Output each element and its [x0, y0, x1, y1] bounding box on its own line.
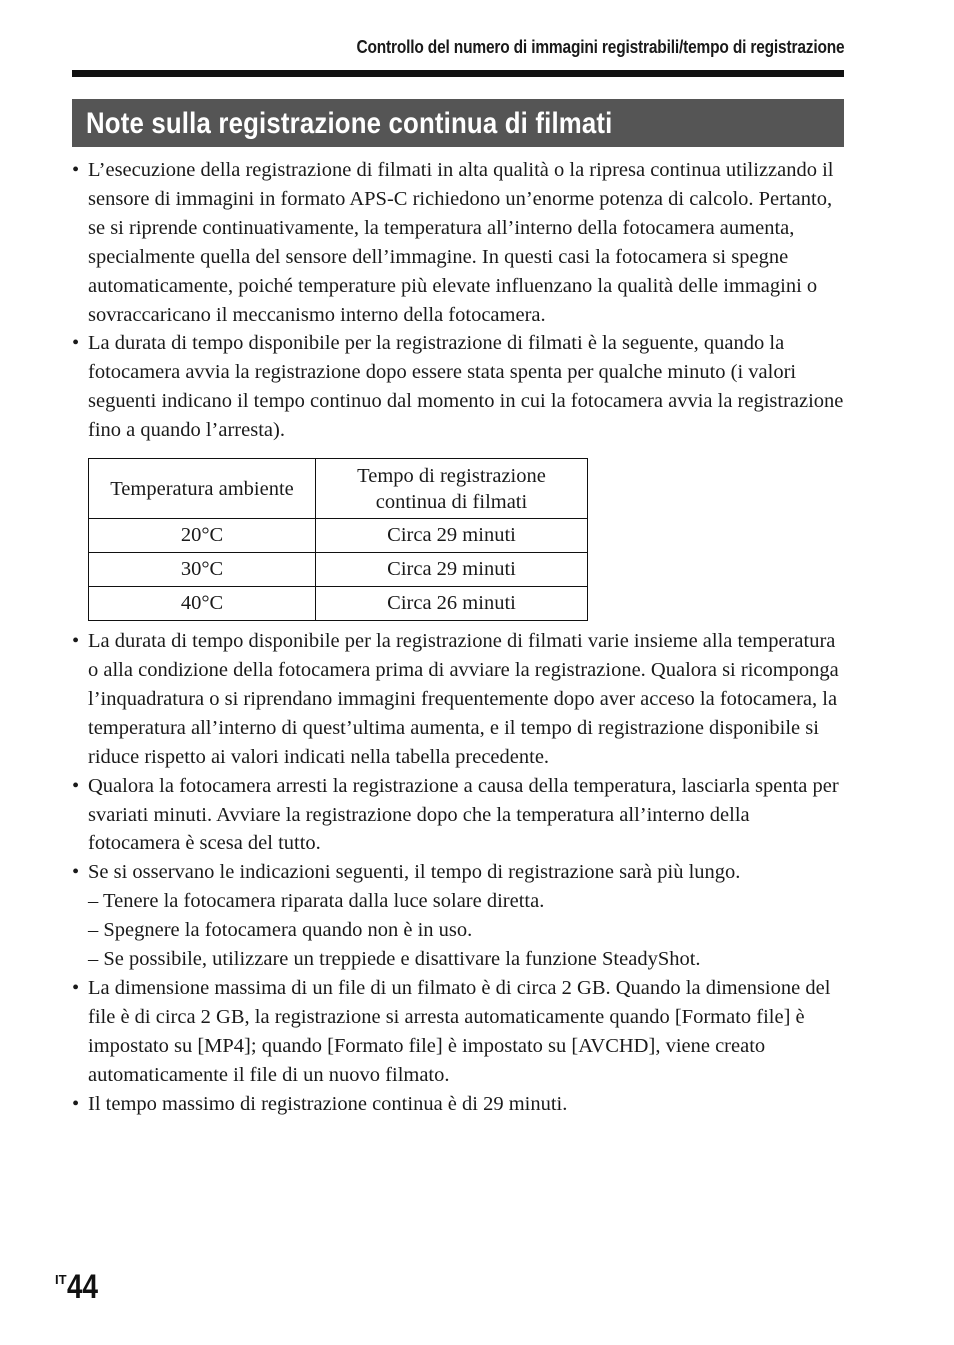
bullet-paragraph — [72, 1090, 844, 1119]
paragraph-text: La dimensione massima di un file di un filmato è di circa 2 GB. Quando la dimensione del file è di circa 2 GB, la registrazione si arresta automaticamente quando [Formato file] è impostato su [MP4]; quando [Formato file] è impostato su [AVCHD], viene creato automaticamente il file di un nuovo filmato. — [88, 976, 831, 1086]
bullet-marker: • — [72, 976, 80, 999]
table-row — [89, 553, 588, 587]
recording-time-table-wrapper — [88, 458, 844, 621]
section-title-bar — [72, 99, 844, 147]
bullet-marker: • — [72, 1092, 80, 1115]
bullet-marker: • — [72, 159, 80, 181]
bullet-paragraph — [72, 329, 844, 445]
table-cell: 40°C — [89, 587, 316, 621]
bullet-marker: • — [72, 332, 80, 355]
table-row — [89, 587, 588, 621]
dash-list-item: – Tenere la fotocamera riparata dalla luce solare diretta. — [88, 890, 545, 913]
page-number-value: 44 — [66, 1268, 98, 1306]
paragraph-text: Qualora la fotocamera arresti la registrazione a causa della temperatura, lasciarla spenta per svariati minuti. Avviare la registrazione dopo che la temperatura all’interno della fotocamera è scesa del tutto. — [88, 774, 839, 855]
bullet-marker: • — [72, 774, 80, 797]
paragraph-text: La durata di tempo disponibile per la registrazione di filmati varie insieme alla temperatura o alla condizione della fotocamera prima di avviare la registrazione. Qualora si ricomponga l’inquadratura o si riprendano immagini frequentemente dopo aver acceso la fotocamera, la temperatura all’interno di quest’ultima aumenta, e il tempo di registrazione disponibile si riduce rispetto ai valori indicati nella tabella precedente. — [88, 630, 839, 768]
recording-time-table — [88, 458, 588, 621]
language-code: IT — [55, 1272, 67, 1287]
table-header-cell: Temperatura ambiente — [89, 459, 316, 519]
body-content — [72, 156, 844, 1118]
section-title: Note sulla registrazione continua di filmati — [86, 107, 613, 140]
dash-list-item: – Se possibile, utilizzare un treppiede e disattivare la funzione SteadyShot. — [88, 948, 701, 971]
paragraph-text: Se si osservano le indicazioni seguenti, il tempo di registrazione sarà più lungo. — [88, 861, 741, 884]
table-cell: Circa 29 minuti — [316, 519, 588, 553]
table-cell: 30°C — [89, 553, 316, 587]
bullet-paragraph — [72, 627, 844, 772]
table-cell: Circa 29 minuti — [316, 553, 588, 587]
bullet-paragraph — [72, 858, 844, 887]
bullet-paragraph — [72, 772, 844, 859]
paragraph-text: La durata di tempo disponibile per la registrazione di filmati è la seguente, quando la fotocamera avvia la registrazione dopo essere stata spenta per qualche minuto (i valori seguenti indicano il tempo continuo dal momento in cui la fotocamera avvia la registrazione fino a quando l’arresta). — [88, 332, 844, 442]
paragraph-text: L’esecuzione della registrazione di filmati in alta qualità o la ripresa continua utilizzando il sensore di immagini in formato APS-C richiedono un’enorme potenza di calcolo. Pertanto, se si riprende continuativamente, la temperatura all’interno della fotocamera aumenta, specialmente quella del sensore dell’immagine. In questi casi la fotocamera si spegne automaticamente, poiché temperature più elevate influenzano la qualità delle immagini o sovraccaricano il meccanismo interno della fotocamera. — [88, 159, 834, 326]
table-header-row — [89, 459, 588, 519]
dash-list-item: – Spegnere la fotocamera quando non è in uso. — [88, 919, 473, 942]
page-number — [55, 1268, 104, 1307]
running-header: Controllo del numero di immagini registrabili/tempo di registrazione — [355, 37, 844, 57]
header-rule — [72, 70, 844, 77]
bullet-paragraph — [72, 156, 844, 329]
bullet-paragraph — [72, 974, 844, 1090]
table-row — [89, 519, 588, 553]
table-cell: 20°C — [89, 519, 316, 553]
bullet-marker: • — [72, 861, 80, 884]
table-header-cell: Tempo di registrazione continua di filmati — [316, 459, 588, 519]
bullet-marker: • — [72, 630, 80, 653]
table-cell: Circa 26 minuti — [316, 587, 588, 621]
paragraph-text: Il tempo massimo di registrazione continua è di 29 minuti. — [88, 1092, 568, 1115]
